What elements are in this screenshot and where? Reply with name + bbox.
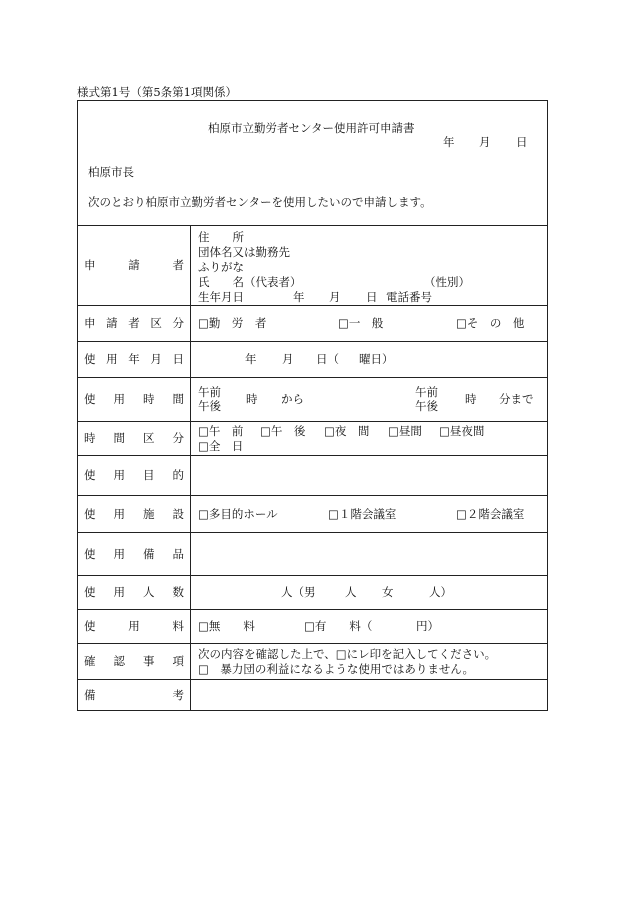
label-headcount: 使 用 人 数 xyxy=(84,585,184,599)
use-date-weekday: 曜日） xyxy=(359,352,394,366)
use-time-until: 分まで xyxy=(499,392,534,406)
use-time-am-start: 午前 xyxy=(198,385,221,399)
label-remarks: 備 考 xyxy=(84,688,184,702)
label-applicant: 申 請 者 xyxy=(84,258,184,272)
label-fee: 使 用 料 xyxy=(84,619,184,633)
use-date-day: 日（ xyxy=(316,352,339,366)
applicant-phone: 電話番号 xyxy=(386,290,432,304)
use-time-pm-start: 午後 xyxy=(198,399,221,413)
applicant-name: 氏 名（代表者） xyxy=(198,275,302,289)
fee-free-checkbox[interactable]: □無 料 xyxy=(198,619,255,633)
label-time-division: 時 間 区 分 xyxy=(84,431,184,445)
intro-text: 次のとおり柏原市立勤労者センターを使用したいので申請します。 xyxy=(88,195,432,209)
addressee: 柏原市長 xyxy=(88,165,134,179)
applicant-furigana: ふりがな xyxy=(198,260,244,274)
date-month: 月 xyxy=(479,135,491,149)
label-use-date: 使 用 年 月 日 xyxy=(84,352,184,366)
use-time-hour-start: 時 xyxy=(246,392,258,406)
fee-yen: 円） xyxy=(416,619,439,633)
fee-paid-checkbox[interactable]: □有 料（ xyxy=(304,619,373,633)
headcount-close: 人） xyxy=(429,585,452,599)
use-time-am-end: 午前 xyxy=(415,385,438,399)
date-year: 年 xyxy=(443,135,455,149)
label-equipment: 使 用 備 品 xyxy=(84,546,184,561)
applicant-gender: （性別） xyxy=(424,275,470,289)
use-time-from: から xyxy=(281,392,304,406)
use-time-pm-end: 午後 xyxy=(415,399,438,413)
facility-room1-checkbox[interactable]: □１階会議室 xyxy=(328,507,397,521)
label-use-time: 使 用 時 間 xyxy=(84,392,184,406)
applicant-birth-year: 年 xyxy=(293,290,305,304)
applicant-birth-label: 生年月日 xyxy=(198,290,244,304)
use-date-month: 月 xyxy=(282,352,294,366)
confirm-no-gang-checkbox[interactable]: □ 暴力団の利益になるような使用ではありません。 xyxy=(198,662,475,676)
form-number: 様式第1号（第5条第1項関係） xyxy=(77,85,237,99)
time-division-all-day-checkbox[interactable]: □全 日 xyxy=(198,439,244,453)
applicant-birth-month: 月 xyxy=(329,290,341,304)
time-division-day-night-checkbox[interactable]: □昼夜間 xyxy=(439,424,485,438)
label-purpose: 使 用 目 的 xyxy=(84,468,184,482)
confirm-instruction: 次の内容を確認した上で、□にレ印を記入してください。 xyxy=(198,647,497,661)
date-day: 日 xyxy=(516,135,528,149)
use-date-year: 年 xyxy=(245,352,257,366)
application-form xyxy=(77,100,548,711)
category-general-checkbox[interactable]: □一 般 xyxy=(338,316,384,330)
facility-room2-checkbox[interactable]: □２階会議室 xyxy=(456,507,525,521)
use-time-hour-end: 時 xyxy=(465,392,477,406)
time-division-daytime-checkbox[interactable]: □昼間 xyxy=(388,424,422,438)
form-title: 柏原市立勤労者センター使用許可申請書 xyxy=(208,121,415,135)
applicant-address: 住 所 xyxy=(198,230,244,244)
facility-hall-checkbox[interactable]: □多目的ホール xyxy=(198,507,278,521)
label-facility: 使 用 施 設 xyxy=(84,506,184,521)
applicant-birth-day: 日 xyxy=(366,290,378,304)
time-division-afternoon-checkbox[interactable]: □午 後 xyxy=(260,424,306,438)
time-division-morning-checkbox[interactable]: □午 前 xyxy=(198,424,244,438)
applicant-org: 団体名又は勤務先 xyxy=(198,245,290,259)
headcount-male: 人 xyxy=(345,585,357,599)
time-division-night-checkbox[interactable]: □夜 間 xyxy=(324,424,370,438)
headcount-female: 女 xyxy=(382,585,394,599)
category-worker-checkbox[interactable]: □勤 労 者 xyxy=(198,316,267,330)
label-category: 申 請 者 区 分 xyxy=(84,316,184,330)
label-confirm: 確 認 事 項 xyxy=(84,654,184,668)
category-other-checkbox[interactable]: □そ の 他 xyxy=(456,316,525,330)
headcount-persons: 人（男 xyxy=(281,585,316,599)
